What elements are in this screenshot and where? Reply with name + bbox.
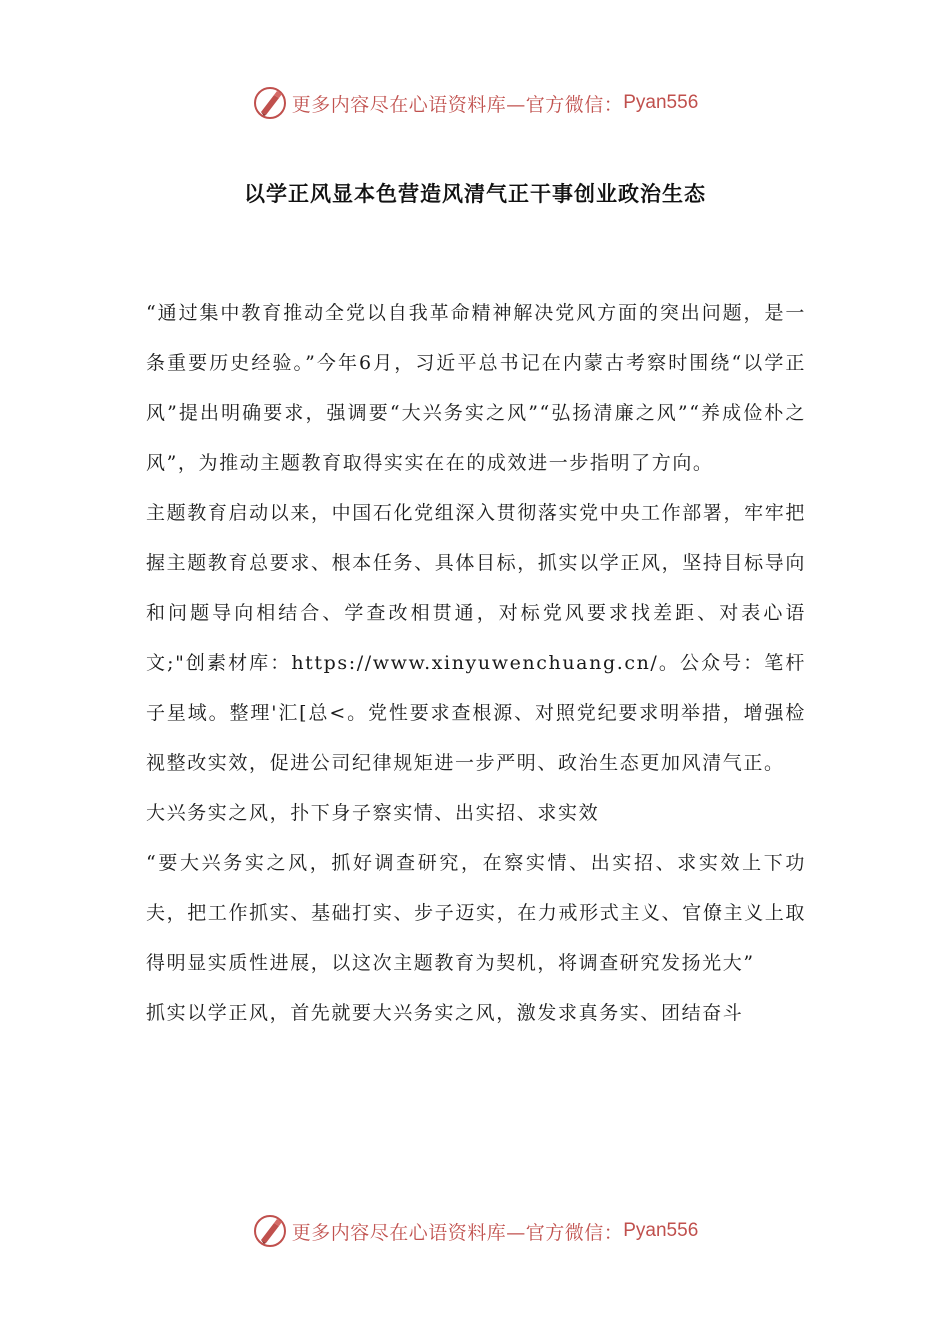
paragraph: 抓实以学正风，首先就要大兴务实之风，激发求真务实、团结奋斗 <box>146 1002 744 1024</box>
banner-wechat-id: Pyan556 <box>623 92 699 113</box>
pen-nib-logo-icon <box>252 85 288 121</box>
paragraph: “通过集中教育推动全党以自我革命精神解决党风方面的突出问题，是一条重要历史经验。”今年6月，习近平总书记在内蒙古考察时围绕“以学正风”提出明确要求，强调要“大兴务实之风”“弘扬清廉之风”“养成俭朴之风”，为推动主题教育取得实实在在的成效进一步指明了方向。 <box>146 302 806 474</box>
banner-text: 更多内容尽在心语资料库—官方微信： <box>291 1221 624 1244</box>
banner-text: 更多内容尽在心语资料库—官方微信： <box>291 93 624 116</box>
banner-wechat-id: Pyan556 <box>623 1220 699 1241</box>
section-heading: 大兴务实之风，扑下身子察实情、出实招、求实效 <box>146 802 600 824</box>
document-title: 以学正风显本色营造风清气正干事创业政治生态 <box>244 182 706 206</box>
paragraph: “要大兴务实之风，抓好调查研究，在察实情、出实招、求实效上下功夫，把工作抓实、基础打实、步子迈实，在力戒形式主义、官僚主义上取得明显实质性进展，以这次主题教育为契机，将调查研究发扬光大” <box>146 852 806 974</box>
document-body <box>146 288 806 1038</box>
header-banner <box>0 83 950 123</box>
pen-nib-logo-icon <box>252 1213 288 1249</box>
footer-banner <box>0 1211 950 1251</box>
paragraph: 主题教育启动以来，中国石化党组深入贯彻落实党中央工作部署，牢牢把握主题教育总要求、根本任务、具体目标，抓实以学正风，坚持目标导向和问题导向相结合、学查改相贯通，对标党风要求找差距、对表心语文;"创素材库：https://www.xinyuwenchuang.cn/。公众号：笔杆子星域。整理'汇[总<。党性要求查根源、对照党纪要求明举措，增强检视整改实效，促进公司纪律规矩进一步严明、政治生态更加风清气正。 <box>146 502 806 774</box>
